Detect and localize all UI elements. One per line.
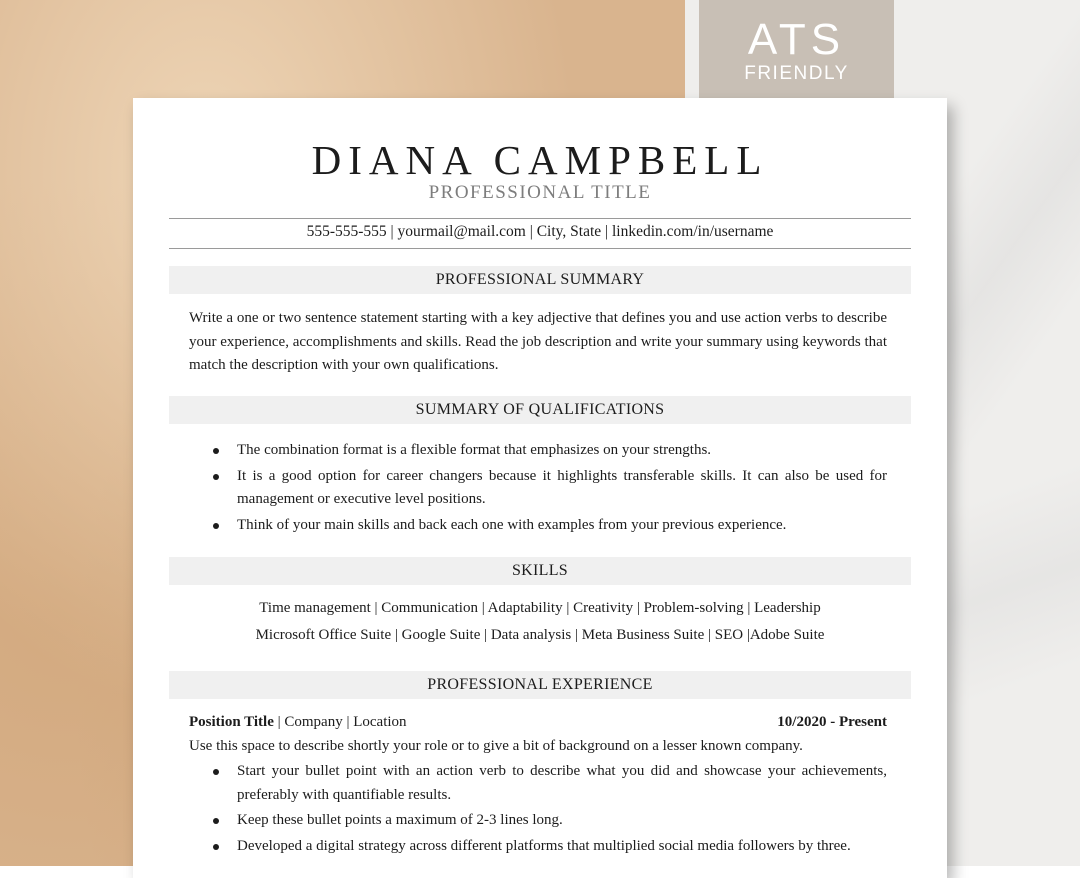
divider-top — [169, 218, 911, 219]
job-header — [189, 714, 887, 731]
section-heading-summary: PROFESSIONAL SUMMARY — [169, 266, 911, 294]
job-company-location: | Company | Location — [273, 714, 407, 730]
section-heading-experience: PROFESSIONAL EXPERIENCE — [169, 671, 911, 699]
resume-page — [133, 98, 947, 878]
contact-line: 555-555-555 | yourmail@mail.com | City, State | linkedin.com/in/username — [306, 223, 774, 240]
bullet-icon — [213, 523, 219, 529]
skills-line-1: Time management | Communication | Adaptability | Creativity | Problem-solving | Leadership — [259, 600, 821, 616]
badge-sub-text: FRIENDLY — [744, 63, 849, 84]
list-item — [189, 809, 887, 833]
badge-main-text: ATS — [747, 15, 846, 64]
list-item-text: Developed a digital strategy across different platforms that multiplied social media followers by three. — [237, 837, 851, 854]
summary-text: Write a one or two sentence statement starting with a key adjective that defines you and use action verbs to describe your experience, accomplishments and skills. Read the job description and write your summary using keywords that match the description with your own qualifications. — [189, 310, 887, 373]
candidate-name: DIANA CAMPBELL — [311, 137, 769, 183]
bullet-icon — [213, 448, 219, 454]
list-item — [189, 760, 887, 807]
section-heading-skills: SKILLS — [169, 557, 911, 585]
ats-friendly-badge — [699, 0, 894, 98]
bullet-icon — [213, 769, 219, 775]
list-item — [189, 835, 887, 859]
qualifications-list — [189, 439, 887, 539]
list-item-text: Start your bullet point with an action verb to describe what you did and showcase your achievements, preferably with quantifiable results. — [237, 763, 887, 803]
list-item-text: Think of your main skills and back each one with examples from your previous experience. — [237, 516, 787, 533]
professional-title: PROFESSIONAL TITLE — [428, 182, 652, 203]
job-dates: 10/2020 - Present — [777, 714, 887, 730]
bullet-icon — [213, 818, 219, 824]
divider-bottom — [169, 248, 911, 249]
bullet-icon — [213, 844, 219, 850]
list-item — [189, 514, 887, 538]
list-item — [189, 439, 887, 463]
list-item — [189, 465, 887, 512]
bullet-icon — [213, 474, 219, 480]
list-item-text: Keep these bullet points a maximum of 2-3 lines long. — [237, 812, 563, 828]
job-description: Use this space to describe shortly your role or to give a bit of background on a lesser known company. — [189, 738, 803, 754]
job-position-title: Position Title — [189, 714, 274, 730]
section-heading-qualifications: SUMMARY OF QUALIFICATIONS — [169, 396, 911, 424]
skills-line-2: Microsoft Office Suite | Google Suite | Data analysis | Meta Business Suite | SEO |Adobe Suite — [255, 627, 825, 643]
list-item-text: The combination format is a flexible format that emphasizes on your strengths. — [237, 442, 712, 458]
list-item-text: It is a good option for career changers because it highlights transferable skills. It can also be used for management or executive level positions. — [237, 467, 887, 507]
experience-list — [189, 760, 887, 860]
